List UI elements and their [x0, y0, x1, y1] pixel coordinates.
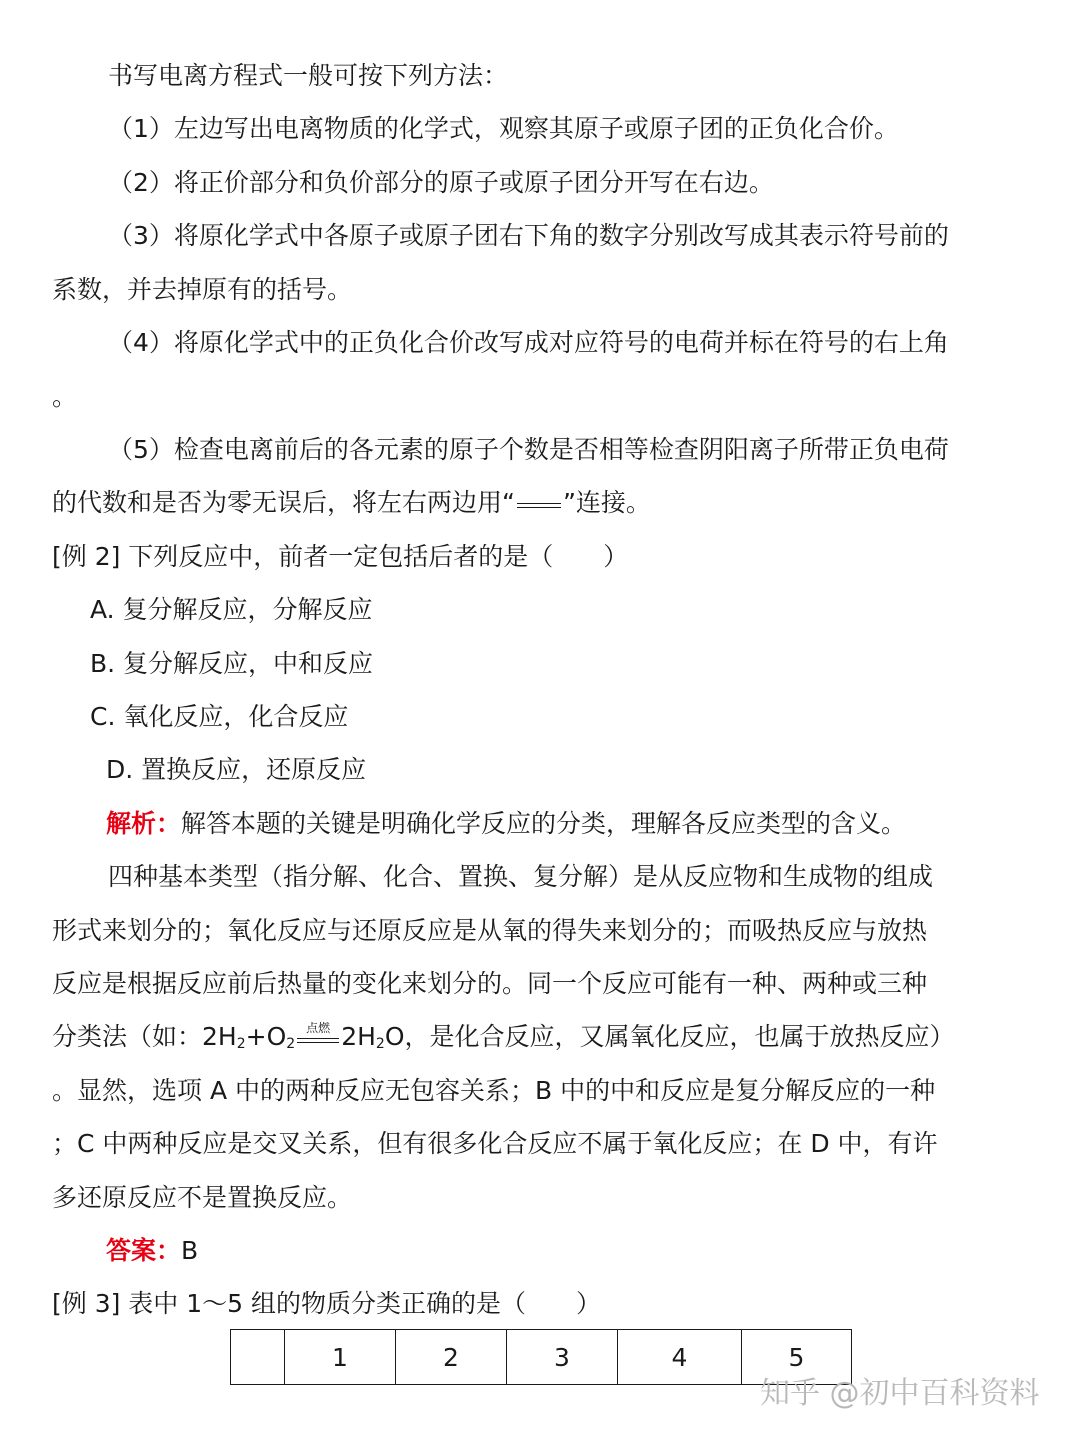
analysis-text: 解答本题的关键是明确化学反应的分类，理解各反应类型的含义。 — [181, 809, 907, 838]
text-line: 书写电离方程式一般可按下列方法： — [108, 61, 509, 90]
table-header-cell: 3 — [507, 1330, 618, 1385]
subscript: 2 — [375, 1036, 385, 1052]
text-segment: ”连接。 — [562, 488, 651, 517]
text-segment: +O — [245, 1022, 287, 1051]
text-line: 。 — [52, 382, 78, 411]
table-header-cell: 4 — [618, 1330, 742, 1385]
answer-value: B — [181, 1236, 199, 1265]
text-line: （5）检查电离前后的各元素的原子个数是否相等检查阴阳离子所带正负电荷 — [108, 435, 949, 464]
option-d: D. 置换反应，还原反应 — [106, 755, 367, 784]
answer-label: 答案： — [106, 1236, 182, 1265]
reaction-condition: 点燃 — [306, 1021, 331, 1035]
watermark: 知乎 @初中百科资料 — [760, 1376, 1040, 1411]
option-c: C. 氧化反应，化合反应 — [90, 702, 349, 731]
text-line: 形式来划分的；氧化反应与还原反应是从氧的得失来划分的；而吸热反应与放热 — [52, 916, 928, 945]
text-segment: 分类法（如：2H — [52, 1022, 237, 1051]
text-segment: O，是化合反应，又属氧化反应，也属于放热反应） — [384, 1022, 955, 1051]
text-line: 系数，并去掉原有的括号。 — [52, 275, 353, 304]
text-line: 反应是根据反应前后热量的变化来划分的。同一个反应可能有一种、两种或三种 — [52, 969, 928, 998]
classification-table — [230, 1329, 852, 1385]
text-line: （2）将正价部分和负价部分的原子或原子团分开写在右边。 — [108, 168, 774, 197]
text-line — [52, 485, 651, 521]
text-line: ；C 中两种反应是交叉关系，但有很多化合反应不属于氧化反应；在 D 中，有许 — [52, 1129, 938, 1158]
table-header-cell: 1 — [285, 1330, 396, 1385]
text-segment: 2H — [341, 1022, 376, 1051]
subscript: 2 — [286, 1036, 296, 1052]
option-b: B. 复分解反应，中和反应 — [90, 649, 374, 678]
text-segment: 的代数和是否为零无误后，将左右两边用“ — [52, 488, 515, 517]
text-line: （4）将原化学式中的正负化合价改写成对应符号的电荷并标在符号的右上角 — [108, 328, 949, 357]
example-2-question: [例 2] 下列反应中，前者一定包括后者的是（ ） — [52, 542, 629, 571]
table-header-row — [231, 1330, 852, 1385]
text-line: 四种基本类型（指分解、化合、置换、复分解）是从反应物和生成物的组成 — [108, 862, 934, 891]
text-line: （1）左边写出电离物质的化学式，观察其原子或原子团的正负化合价。 — [108, 114, 899, 143]
equation-line — [52, 1019, 955, 1062]
table-header-cell — [231, 1330, 285, 1385]
reaction-condition-equal-sign — [295, 1021, 341, 1055]
example-3-question: [例 3] 表中 1～5 组的物质分类正确的是（ ） — [52, 1289, 602, 1318]
text-line: 多还原反应不是置换反应。 — [52, 1183, 353, 1212]
table-header-cell: 5 — [742, 1330, 852, 1385]
subscript: 2 — [236, 1036, 246, 1052]
text-line: （3）将原化学式中各原子或原子团右下角的数字分别改写成其表示符号前的 — [108, 221, 949, 250]
double-equal-sign — [517, 492, 561, 516]
text-line: 。显然，选项 A 中的两种反应无包容关系；B 中的中和反应是复分解反应的一种 — [52, 1076, 936, 1105]
analysis-line — [106, 806, 906, 842]
table-header-cell: 2 — [396, 1330, 507, 1385]
option-a: A. 复分解反应，分解反应 — [90, 595, 373, 624]
analysis-label: 解析： — [106, 809, 182, 838]
answer-line — [106, 1233, 198, 1269]
